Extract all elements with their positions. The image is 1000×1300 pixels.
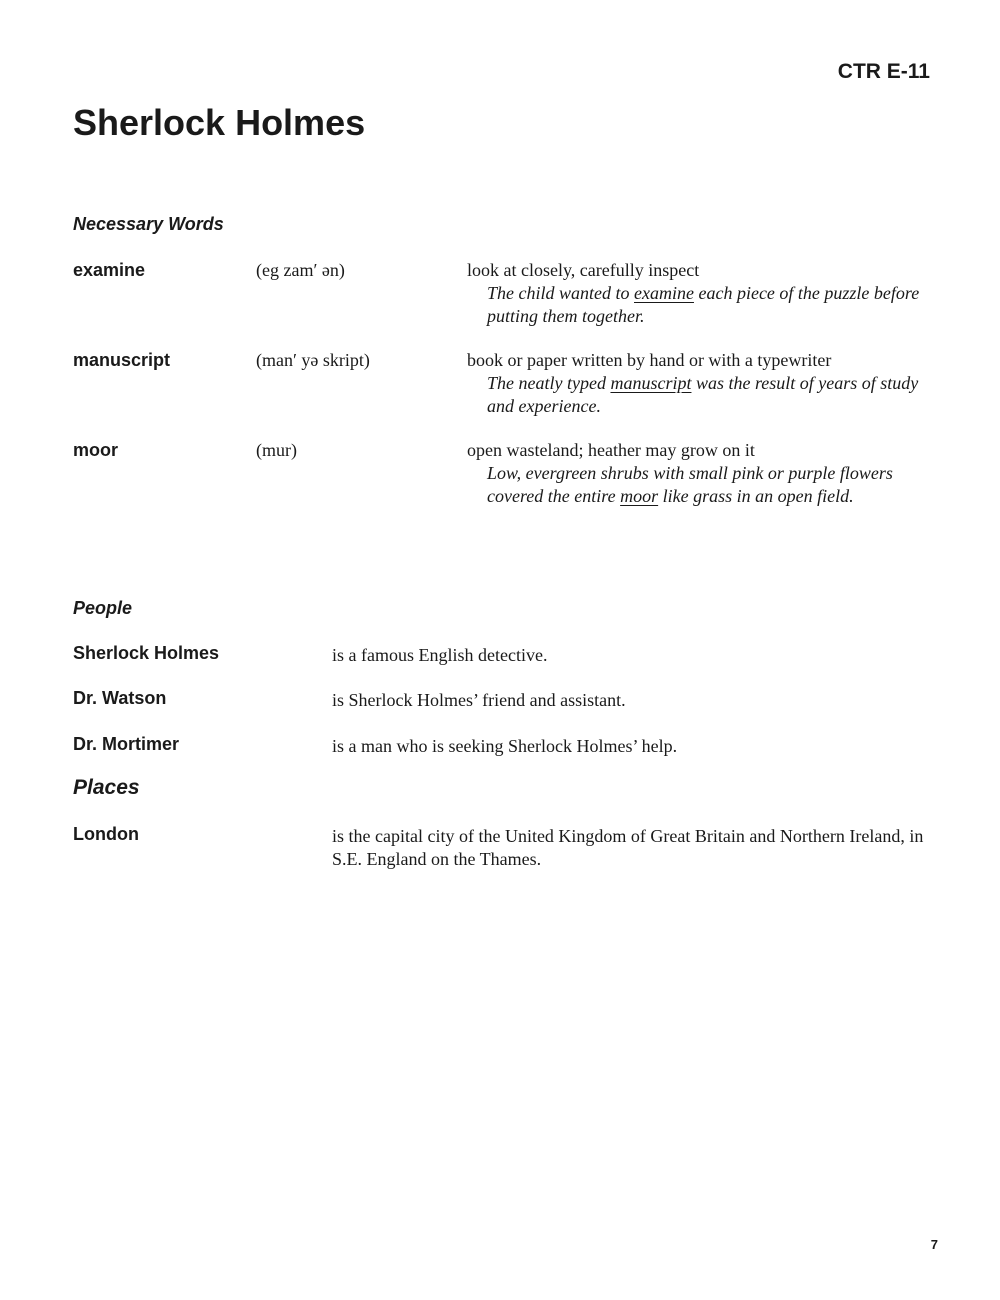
person-description: is a man who is seeking Sherlock Holmes’ help. <box>332 736 678 756</box>
vocab-word: manuscript <box>73 350 171 370</box>
vocab-word: moor <box>73 440 118 460</box>
person-name: Dr. Mortimer <box>73 734 180 754</box>
vocab-example: Low, evergreen shrubs with small pink or purple flowers covered the entire moor like grass in an open field. <box>487 463 893 506</box>
vocab-definition: look at closely, carefully inspect <box>467 260 700 280</box>
people-heading: People <box>73 598 133 618</box>
vocab-example: The child wanted to examine each piece of the puzzle before putting them together. <box>487 283 920 326</box>
place-description: is the capital city of the United Kingdom of Great Britain and Northern Ireland, in S.E. England on the Thames. <box>332 826 924 869</box>
places-heading: Places <box>73 776 140 799</box>
vocab-pronunciation: (man′ yə skript) <box>256 350 370 370</box>
necessary-words-heading: Necessary Words <box>73 214 224 234</box>
vocab-example-keyword: examine <box>634 283 694 303</box>
vocab-definition-block <box>467 259 942 328</box>
page-number: 7 <box>930 1237 938 1252</box>
person-name: Dr. Watson <box>73 688 167 708</box>
vocab-example: The neatly typed manuscript was the result of years of study and experience. <box>487 373 919 416</box>
vocab-example-keyword: moor <box>620 486 659 506</box>
person-description: is a famous English detective. <box>332 645 548 665</box>
place-name: London <box>73 824 139 844</box>
vocab-pronunciation: (mur) <box>256 440 297 460</box>
vocab-example-keyword: manuscript <box>610 373 692 393</box>
vocab-definition: book or paper written by hand or with a typewriter <box>467 350 832 370</box>
vocab-word: examine <box>73 260 146 280</box>
vocab-pronunciation: (eg zam′ ən) <box>256 260 345 280</box>
vocab-definition-block <box>467 349 942 418</box>
person-name: Sherlock Holmes <box>73 643 220 663</box>
document-code: CTR E-11 <box>837 60 930 83</box>
vocab-definition: open wasteland; heather may grow on it <box>467 440 755 460</box>
person-description: is Sherlock Holmes’ friend and assistant. <box>332 690 626 710</box>
page-title: Sherlock Holmes <box>73 102 366 143</box>
vocab-definition-block <box>467 439 942 508</box>
